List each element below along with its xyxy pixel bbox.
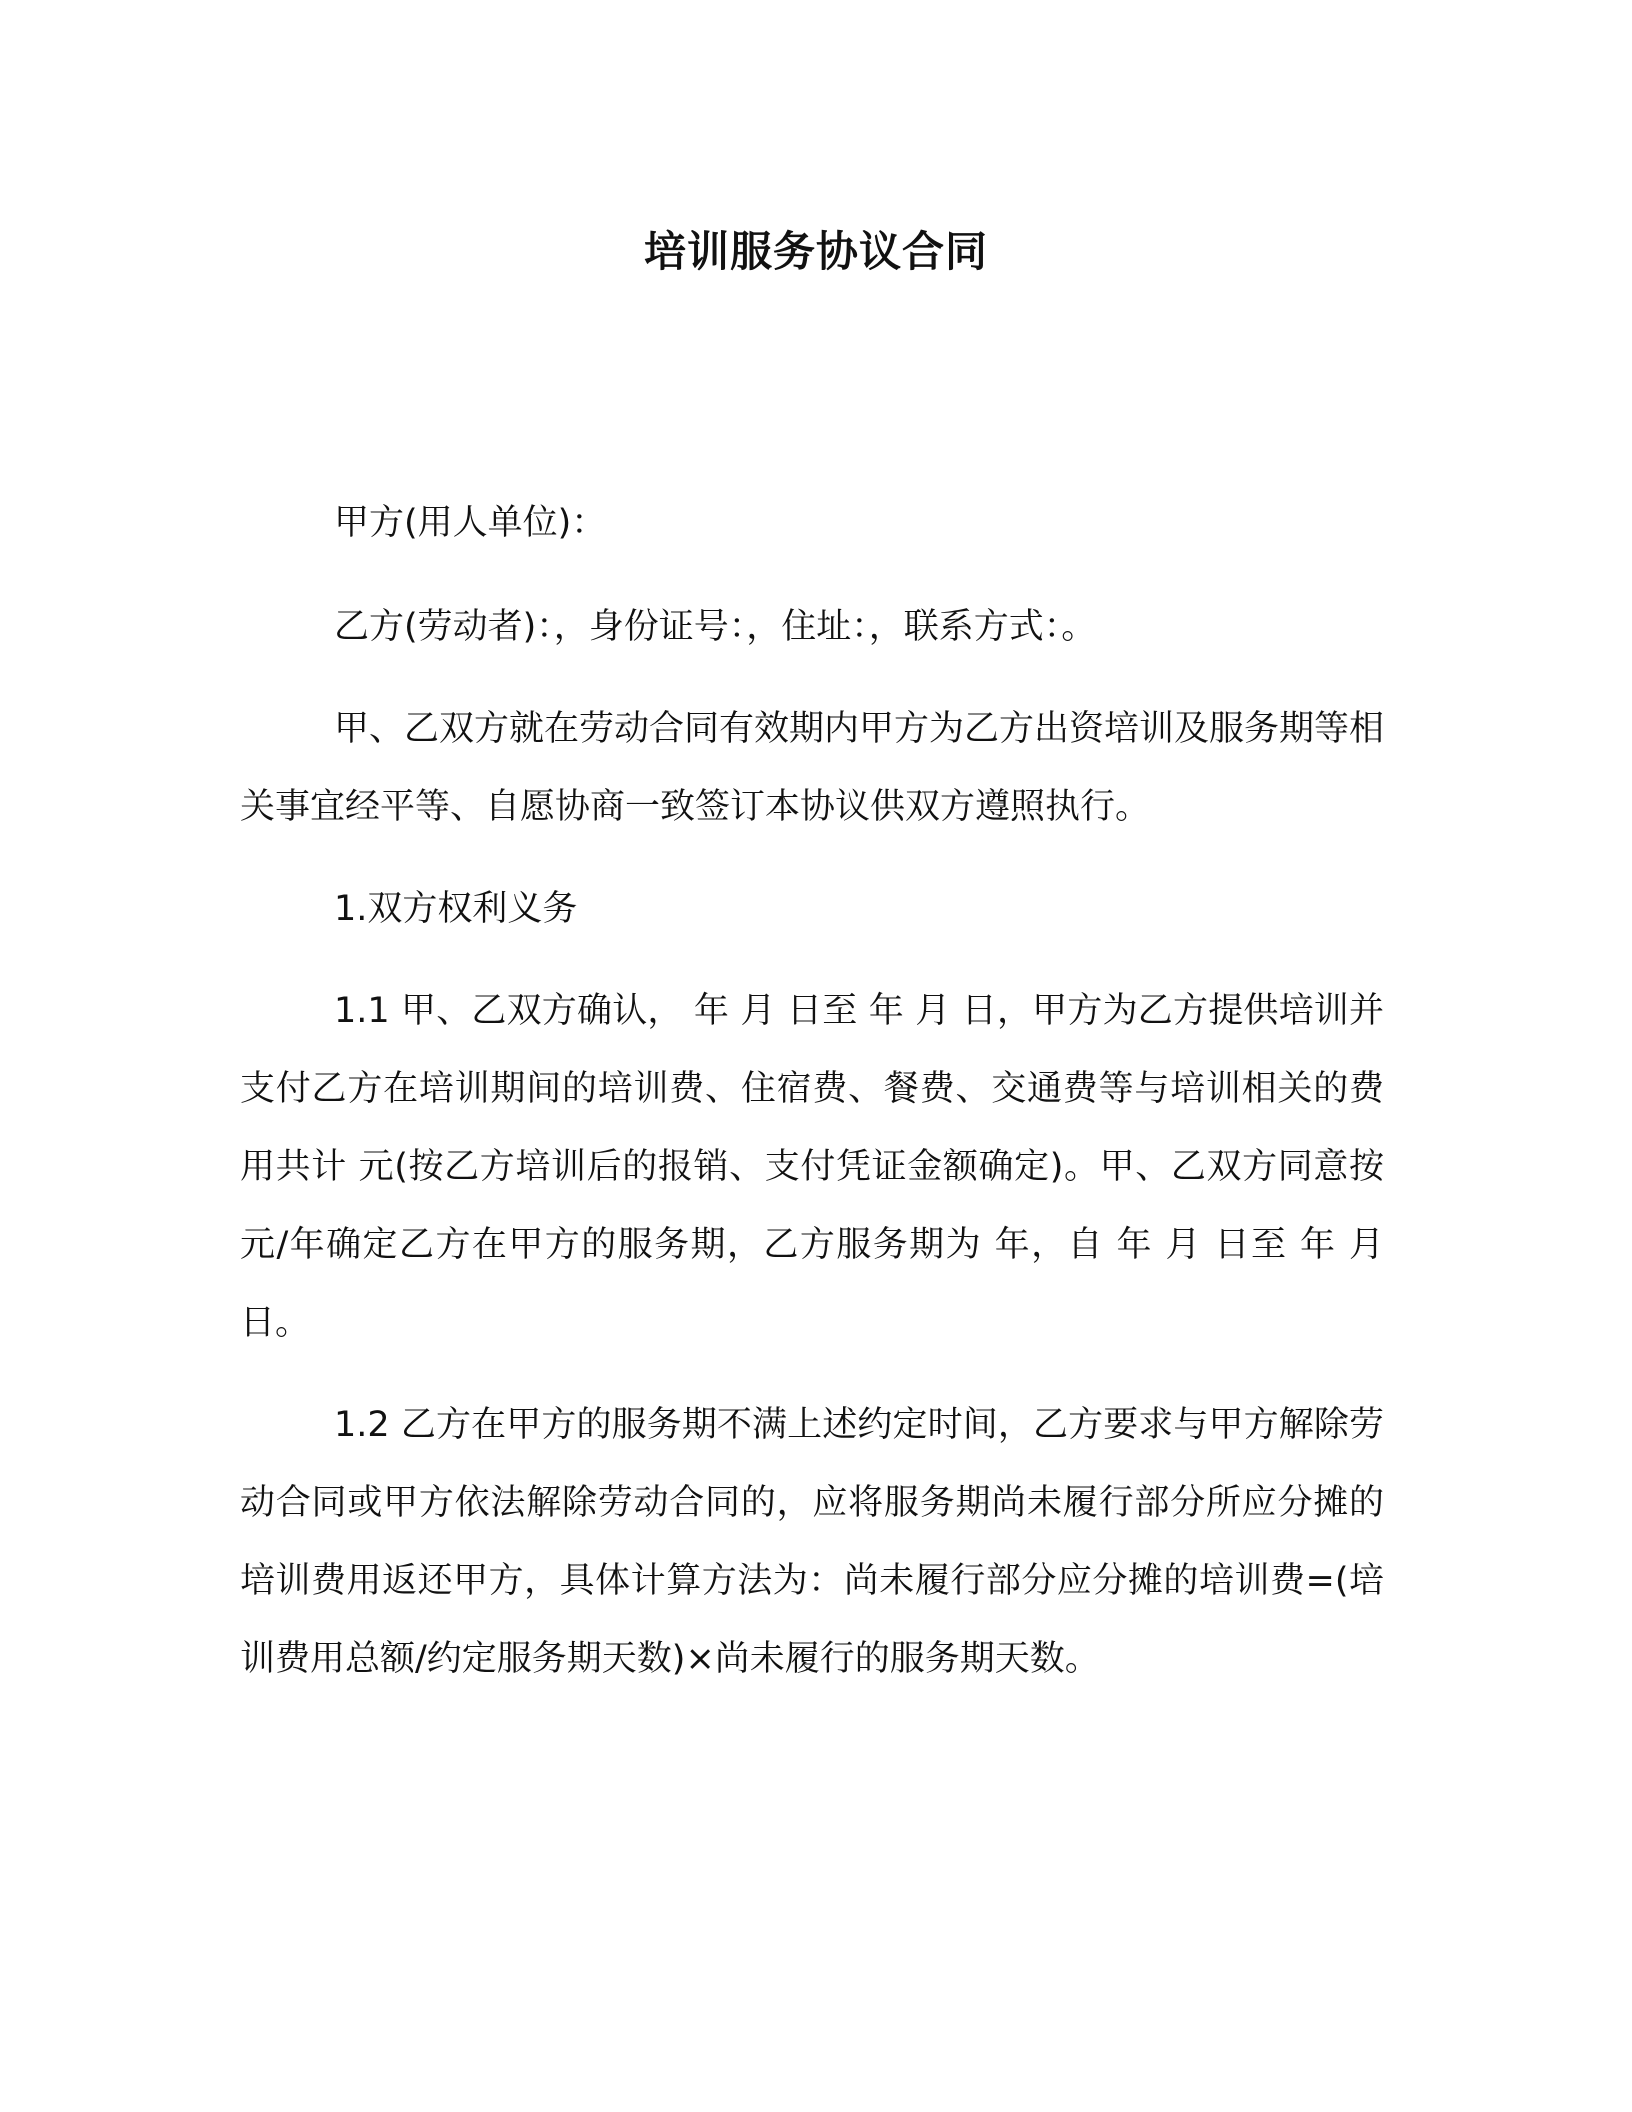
party-b-line: 乙方(劳动者)：，身份证号：，住址：，联系方式：。 xyxy=(334,607,1097,647)
preamble-paragraph: 甲、乙双方就在劳动合同有效期内甲方为乙方出资培训及服务期等相关事宜经平等、自愿协商一致签订本协议供双方遵照执行。 xyxy=(240,709,1385,827)
document-title: 培训服务协议合同 xyxy=(643,227,988,276)
clause-1-2-paragraph: 1.2 乙方在甲方的服务期不满上述约定时间，乙方要求与甲方解除劳动合同或甲方依法解除劳动合同的，应将服务期尚未履行部分所应分摊的培训费用返还甲方，具体计算方法为：尚未履行部分应分摊的培训费=(培训费用总额/约定服务期天数)×尚未履行的服务期天数。 xyxy=(240,1405,1384,1679)
section-heading: 1.双方权利义务 xyxy=(334,889,578,929)
party-a-line: 甲方(用人单位)： xyxy=(334,503,607,543)
clause-1-1-paragraph: 1.1 甲、乙双方确认， 年 月 日至 年 月 日，甲方为乙方提供培训并支付乙方在培训期间的培训费、住宿费、餐费、交通费等与培训相关的费用共计 元(按乙方培训后的报销、支付凭证金额确定)。甲、乙双方同意按 元/年确定乙方在甲方的服务期，乙方服务期为 年，自 年 月 日至 年 月 日。 xyxy=(240,991,1384,1343)
